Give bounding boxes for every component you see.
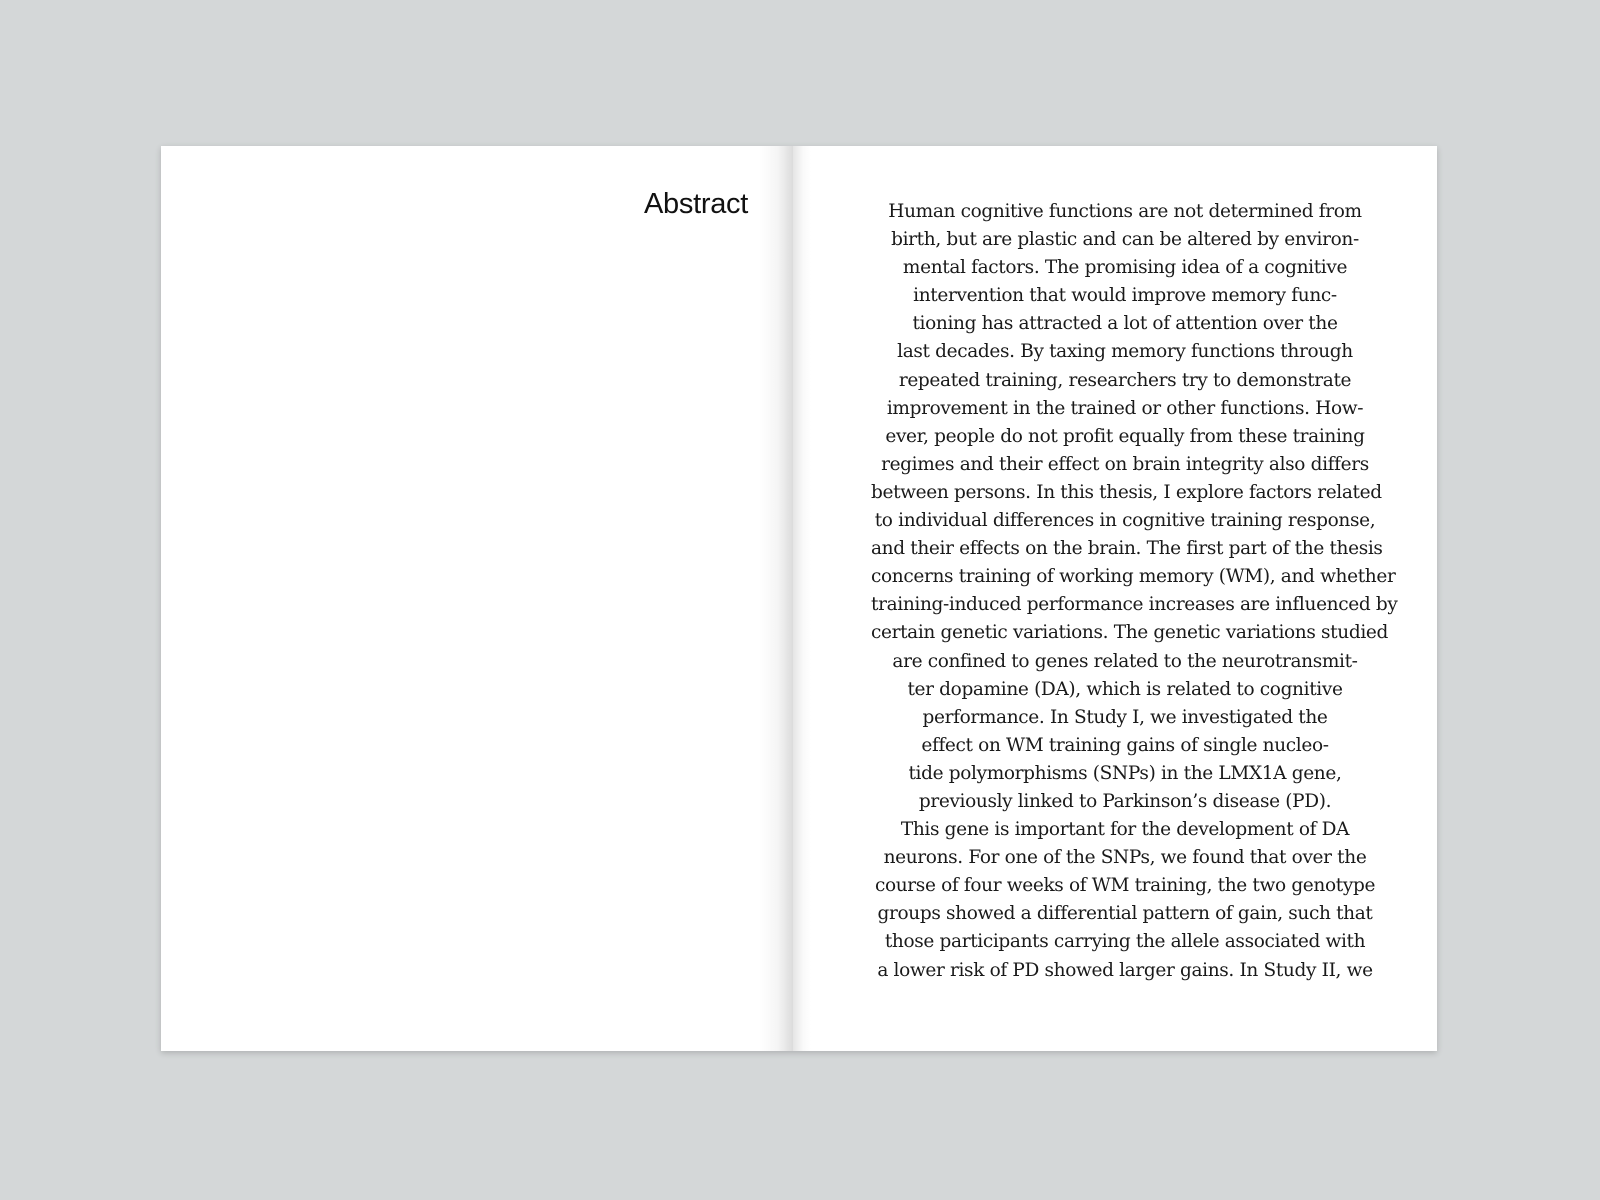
abstract-line: are confined to genes related to the neurotransmit-: [892, 650, 1358, 672]
abstract-line: mental factors. The promising idea of a cognitive: [902, 257, 1348, 279]
abstract-line: regimes and their effect on brain integrity also differs: [881, 453, 1369, 475]
abstract-line: neurons. For one of the SNPs, we found that over the: [883, 847, 1367, 869]
abstract-line: a lower risk of PD showed larger gains. In Study II, we: [877, 959, 1373, 981]
abstract-body: [871, 198, 1398, 985]
abstract-line: concerns training of working memory (WM), and whether: [871, 566, 1396, 588]
abstract-line: between persons. In this thesis, I explore factors related: [871, 481, 1382, 503]
abstract-line: course of four weeks of WM training, the two genotype: [874, 875, 1376, 897]
abstract-line: ever, people do not profit equally from these training: [885, 425, 1365, 447]
abstract-line: tioning has attracted a lot of attention over the: [912, 313, 1338, 335]
abstract-line: training-induced performance increases are influenced by: [871, 594, 1398, 616]
abstract-line: effect on WM training gains of single nucleo-: [921, 734, 1329, 756]
abstract-line: This gene is important for the development of DA: [900, 819, 1350, 841]
abstract-line: tide polymorphisms (SNPs) in the LMX1A gene,: [908, 762, 1342, 784]
abstract-line: to individual differences in cognitive training response,: [874, 510, 1376, 532]
gutter-shadow-right: [793, 146, 811, 1051]
page-title: Abstract: [644, 188, 748, 220]
abstract-line: certain genetic variations. The genetic variations studied: [871, 622, 1388, 644]
abstract-line: intervention that would improve memory func-: [913, 285, 1337, 307]
abstract-line: repeated training, researchers try to demonstrate: [898, 369, 1352, 391]
abstract-line: Human cognitive functions are not determined from: [888, 201, 1362, 222]
book-spread: [161, 146, 1437, 1051]
abstract-line: last decades. By taxing memory functions through: [897, 341, 1353, 363]
abstract-line: performance. In Study I, we investigated the: [922, 706, 1328, 728]
abstract-line: previously linked to Parkinson’s disease (PD).: [918, 790, 1332, 812]
left-page: [161, 146, 793, 1051]
abstract-line: and their effects on the brain. The first part of the thesis: [871, 538, 1383, 560]
abstract-line: birth, but are plastic and can be altered by environ-: [891, 229, 1359, 251]
gutter-shadow: [759, 146, 793, 1051]
right-page: [793, 146, 1437, 1051]
abstract-line: ter dopamine (DA), which is related to cognitive: [907, 678, 1343, 700]
abstract-line: improvement in the trained or other functions. How-: [886, 397, 1364, 419]
abstract-line: those participants carrying the allele associated with: [884, 931, 1366, 953]
abstract-line: groups showed a differential pattern of gain, such that: [877, 903, 1373, 925]
